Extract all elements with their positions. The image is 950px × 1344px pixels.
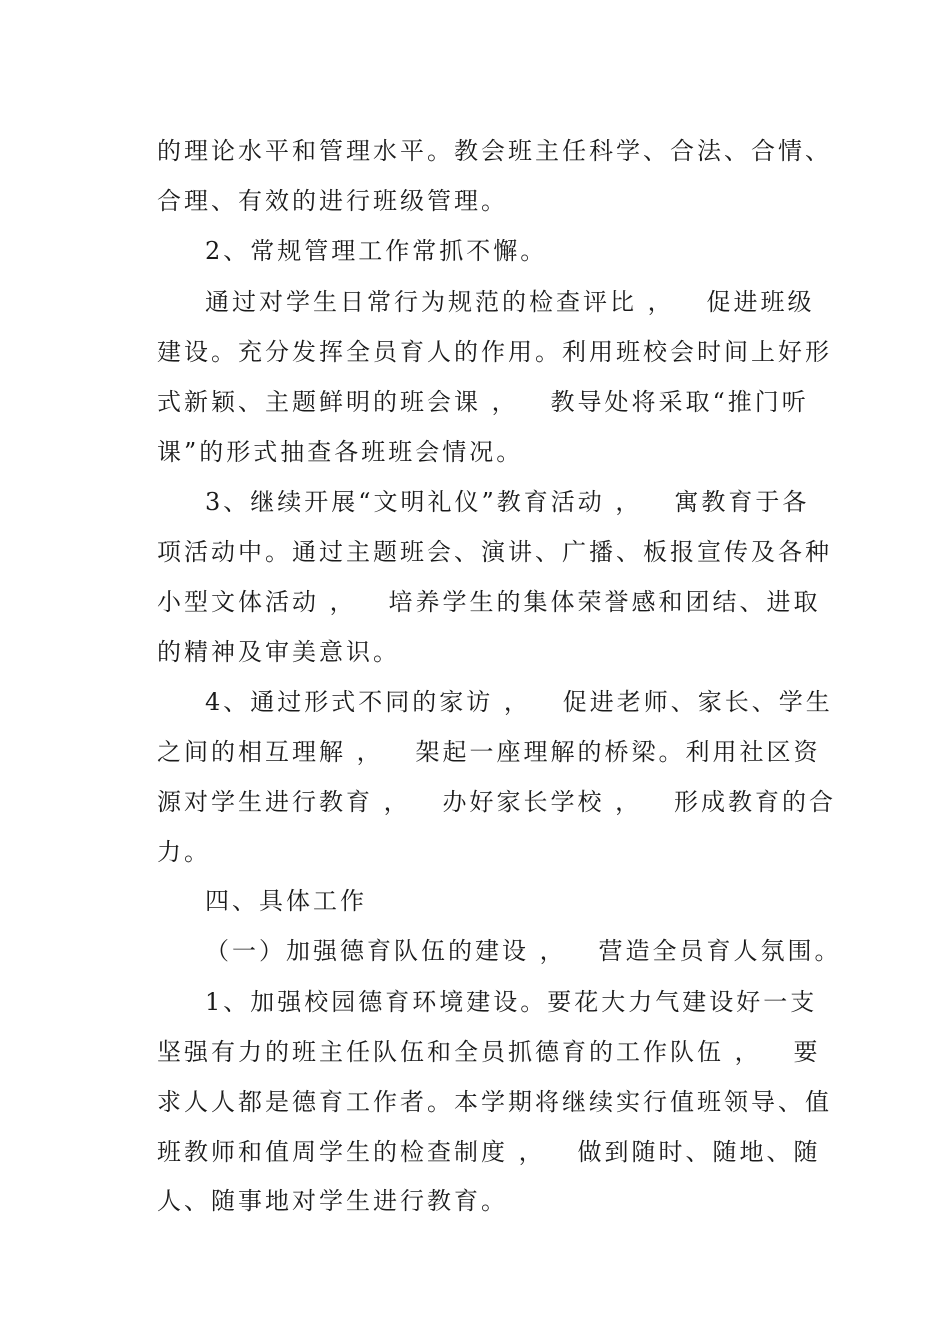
- text-line: 4、通过形式不同的家访 ， 促进老师、家长、学生: [205, 688, 833, 716]
- subsection-heading: （一）加强德育队伍的建设 ， 营造全员育人氛围。: [205, 937, 842, 965]
- text-line: 小型文体活动 ， 培养学生的集体荣誉感和团结、进取: [157, 588, 821, 616]
- section-heading: 2、常规管理工作常抓不懈。: [205, 237, 548, 265]
- text-line: 项活动中。通过主题班会、演讲、广播、板报宣传及各种: [157, 538, 832, 566]
- text-line: 源对学生进行教育 ， 办好家长学校 ， 形成教育的合: [157, 788, 837, 816]
- text-line: 课”的形式抽查各班班会情况。: [157, 438, 524, 466]
- section-heading: 四、具体工作: [205, 887, 367, 915]
- text-line: 1、加强校园德育环境建设。要花大力气建设好一支: [205, 988, 818, 1016]
- text-line: 式新颖、主题鲜明的班会课 ， 教导处将采取“推门听: [157, 388, 809, 416]
- text-line: 通过对学生日常行为规范的检查评比 ， 促进班级: [205, 288, 815, 316]
- text-line: 班教师和值周学生的检查制度 ， 做到随时、随地、随: [157, 1138, 821, 1166]
- text-line: 的精神及审美意识。: [157, 638, 400, 666]
- text-line: 3、继续开展“文明礼仪”教育活动 ， 寓教育于各: [205, 488, 810, 516]
- text-line: 力。: [157, 838, 211, 866]
- text-line: 坚强有力的班主任队伍和全员抓德育的工作队伍 ， 要: [157, 1038, 821, 1066]
- text-line: 之间的相互理解 ， 架起一座理解的桥梁。利用社区资: [157, 738, 821, 766]
- text-line: 求人人都是德育工作者。本学期将继续实行值班领导、值: [157, 1088, 832, 1116]
- text-line: 人、随事地对学生进行教育。: [157, 1187, 508, 1215]
- text-line: 合理、有效的进行班级管理。: [157, 187, 508, 215]
- text-line: 建设。充分发挥全员育人的作用。利用班校会时间上好形: [157, 338, 832, 366]
- text-line: 的理论水平和管理水平。教会班主任科学、合法、合情、: [157, 137, 832, 165]
